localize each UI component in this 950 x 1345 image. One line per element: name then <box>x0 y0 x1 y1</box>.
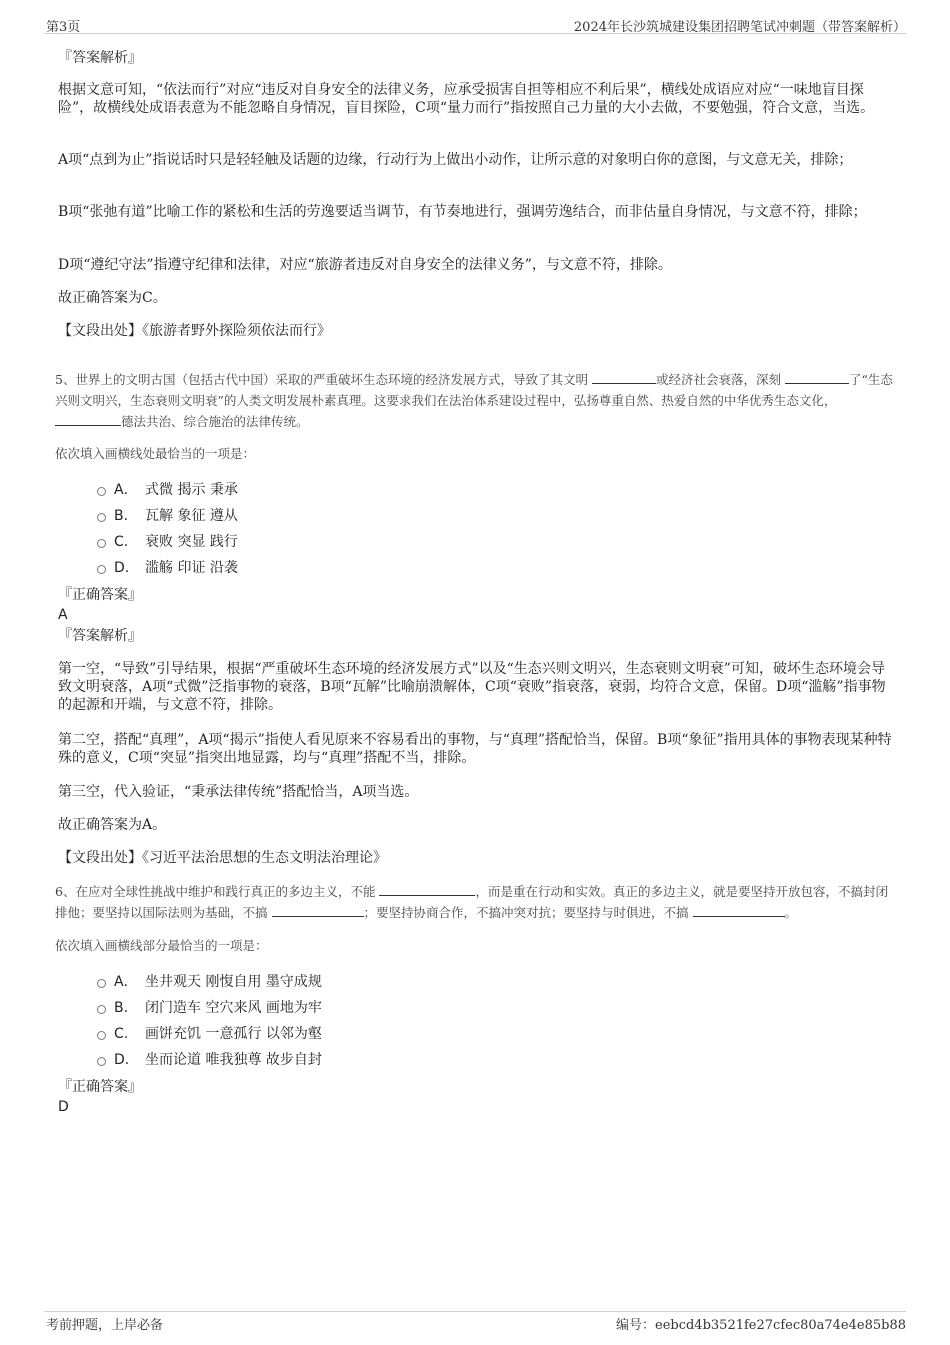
q6-answer: D <box>58 1099 69 1115</box>
q5-analysis-para: 第三空，代入验证，“秉承法律传统”搭配恰当，A项当选。 <box>58 784 419 800</box>
q6-blank-1 <box>379 882 475 896</box>
header-divider <box>44 33 906 34</box>
option-letter: C. <box>114 534 129 550</box>
q5-source: 【文段出处】《习近平法治思想的生态文明法治理论》 <box>58 850 387 866</box>
q5-stem-text: 或经济社会衰落，深刻 <box>655 372 781 387</box>
q4-analysis-para: A项“点到为止”指说话时只是轻轻触及话题的边缘，行动行为上做出小动作，让所示意的对象明白你的意图，与文意无关，排除； <box>58 152 853 168</box>
q4-analysis-para: B项“张弛有道”比喻工作的紧松和生活的劳逸要适当调节，有节奏地进行，强调劳逸结合，而非估量自身情况，与文意不符，排除； <box>58 204 867 220</box>
radio-icon[interactable] <box>97 487 106 496</box>
q6-blank-3 <box>693 903 785 917</box>
option-text: 衰败 突显 践行 <box>145 534 238 550</box>
option-letter: D. <box>114 1052 130 1068</box>
q5-blank-1 <box>592 370 656 384</box>
option-text: 坐而论道 唯我独尊 故步自封 <box>145 1052 322 1068</box>
q6-stem <box>55 881 900 923</box>
q6-stem-text: 。 <box>784 905 798 920</box>
option-letter: A． <box>114 974 138 990</box>
page-number: 第3页 <box>46 20 81 35</box>
option-letter: D. <box>114 560 130 576</box>
q5-stem-text: 德法共治、综合施治的法律传统。 <box>121 414 309 429</box>
q6-option-c[interactable] <box>97 1025 322 1043</box>
q5-stem-text: 5、世界上的文明古国（包括古代中国）采取的严重破坏生态环境的经济发展方式，导致了其文明 <box>55 372 588 387</box>
q6-stem-text: 6、在应对全球性挑战中维护和践行真正的多边主义，不能 <box>55 884 376 899</box>
q6-option-a[interactable] <box>97 973 322 991</box>
q5-analysis-para: 第一空，“导致”引导结果，根据“严重破坏生态环境的经济发展方式”以及“生态兴则文明兴，生态衰则文明衰”可知，破坏生态环境会导致文明衰落，A项“式微”泛指事物的衰落，B项“瓦解”比喻崩溃解体，C项“衰败”指衰落，衰弱，均符合文意，保留。D项“滥觞”指事物的起源和开端，与文意不符，排除。 <box>58 661 886 713</box>
q5-option-c[interactable] <box>97 533 238 551</box>
radio-icon[interactable] <box>97 539 106 548</box>
option-text: 坐井观天 刚愎自用 墨守成规 <box>145 974 322 990</box>
document-title: 2024年长沙筑城建设集团招聘笔试冲刺题（带答案解析） <box>573 20 906 35</box>
option-text: 滥觞 印证 沿袭 <box>145 560 238 576</box>
q5-stem-text: 了“生态兴则文明兴，生态衰则文明衰”的人类文明发展朴素真理。这要求我们在法治体系建设过程中，弘扬尊重自然、热爱自然的中华优秀生态文化， <box>55 372 893 408</box>
q6-answer-label: 『正确答案』 <box>58 1079 142 1095</box>
option-letter: A． <box>114 482 138 498</box>
q5-answer-label: 『正确答案』 <box>58 587 142 603</box>
radio-icon[interactable] <box>97 513 106 522</box>
q6-option-d[interactable] <box>97 1051 322 1069</box>
q5-option-a[interactable] <box>97 481 238 499</box>
radio-icon[interactable] <box>97 565 106 574</box>
q4-conclusion: 故正确答案为C。 <box>58 290 167 306</box>
q5-prompt: 依次填入画横线处最恰当的一项是： <box>55 446 256 461</box>
q5-option-b[interactable] <box>97 507 238 525</box>
q4-analysis-para: D项“遵纪守法”指遵守纪律和法律，对应“旅游者违反对自身安全的法律义务”，与文意不符，排除。 <box>58 257 672 273</box>
q5-blank-2 <box>785 370 849 384</box>
q6-stem-text: ，而是重在行动和实效。真正的多边主义，就是要坚持开放包容，不搞封闭排他；要坚持以国际法则为基础，不搞 <box>55 884 888 920</box>
footer-slogan: 考前押题，上岸必备 <box>46 1318 164 1333</box>
q4-source: 【文段出处】《旅游者野外探险须依法而行》 <box>58 323 331 339</box>
radio-icon[interactable] <box>97 979 106 988</box>
option-letter: B. <box>114 1000 129 1016</box>
q6-option-b[interactable] <box>97 999 322 1017</box>
q5-answer: A <box>58 607 68 623</box>
q6-prompt: 依次填入画横线部分最恰当的一项是： <box>55 938 268 953</box>
option-letter: C. <box>114 1026 129 1042</box>
footer-divider <box>44 1311 906 1312</box>
radio-icon[interactable] <box>97 1031 106 1040</box>
q5-stem <box>55 369 900 432</box>
option-letter: B. <box>114 508 129 524</box>
option-text: 式微 揭示 秉承 <box>145 482 238 498</box>
option-text: 画饼充饥 一意孤行 以邻为壑 <box>145 1026 322 1042</box>
q5-conclusion: 故正确答案为A。 <box>58 817 167 833</box>
option-text: 闭门造车 空穴来风 画地为牢 <box>145 1000 322 1016</box>
q6-blank-2 <box>272 903 364 917</box>
q5-analysis-para: 第二空，搭配“真理”，A项“揭示”指使人看见原来不容易看出的事物，与“真理”搭配恰当，保留。B项“象征”指用具体的事物表现某种特殊的意义，C项“突显”指突出地显露，均与“真理”搭配不当，排除。 <box>58 732 892 766</box>
q6-stem-text: ；要坚持协商合作，不搞冲突对抗；要坚持与时俱进，不搞 <box>363 905 689 920</box>
q4-analysis-label: 『答案解析』 <box>58 50 142 66</box>
radio-icon[interactable] <box>97 1005 106 1014</box>
q5-option-d[interactable] <box>97 559 238 577</box>
q5-blank-3 <box>55 412 121 426</box>
radio-icon[interactable] <box>97 1057 106 1066</box>
option-text: 瓦解 象征 遵从 <box>145 508 238 524</box>
document-code: 编号：eebcd4b3521fe27cfec80a74e4e85b88 <box>616 1318 906 1333</box>
q4-analysis-para: 根据文意可知，“依法而行”对应“违反对自身安全的法律义务，应承受损害自担等相应不利后果”，横线处成语应对应“一味地盲目探险”，故横线处成语表意为不能忽略自身情况，盲目探险，C项“量力而行”指按照自己力量的大小去做，不要勉强，符合文意，当选。 <box>58 82 875 116</box>
q5-analysis-label: 『答案解析』 <box>58 628 142 644</box>
